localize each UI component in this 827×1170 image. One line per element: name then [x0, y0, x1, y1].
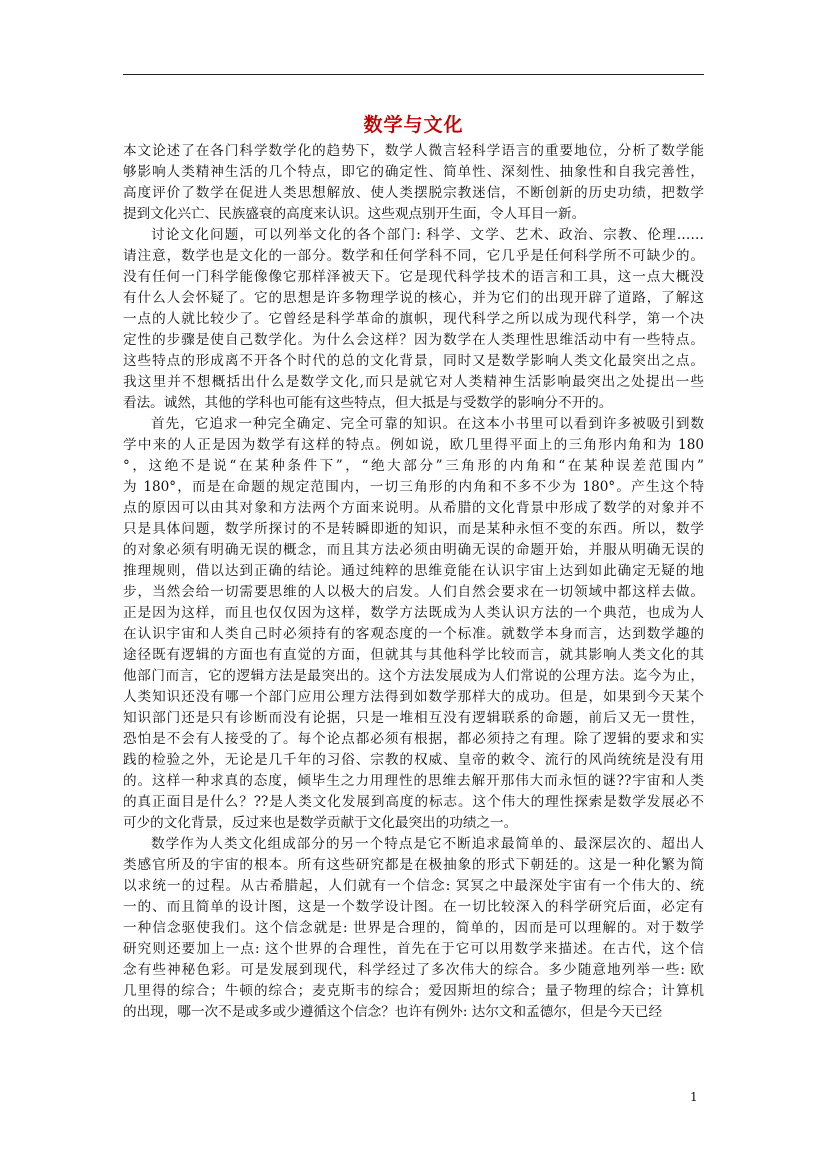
text-line: 讨论文化问题，可以列举文化的各个部门: 科学、文学、艺术、政治、宗教、伦理……	[151, 227, 704, 243]
text-line: 他部门而言，它的逻辑方法是最突出的。这个方法发展成为人们常说的公理方法。迄今为止，	[123, 668, 704, 684]
text-line: 念有些神秘色彩。可是发展到现代，科学经过了多次伟大的综合。多少随意地列举一些: 欧	[123, 962, 704, 978]
text-line: 知识部门还是只有诊断而没有论据，只是一堆相互没有逻辑联系的命题，前后又无一贯性，	[123, 710, 704, 726]
text-line: 只是具体问题，数学所探讨的不是转瞬即逝的知识，而是某种永恒不变的东西。所以，数学	[123, 521, 704, 537]
text-line: °，这绝不是说“在某种条件下”，“绝大部分”三角形的内角和“在某种误差范围内”	[123, 458, 704, 474]
paragraph	[123, 414, 704, 834]
paragraph	[123, 141, 704, 225]
text-line: 推理规则，借以达到正确的结论。通过纯粹的思维竟能在认识宇宙上达到如此确定无疑的地	[123, 563, 704, 579]
page-number: 1	[690, 1090, 698, 1104]
paragraph	[123, 834, 704, 1023]
text-line: 类感官所及的宇宙的根本。所有这些研究都是在极抽象的形式下朝廷的。这是一种化繁为简	[123, 857, 704, 873]
text-line: 的出现，哪一次不是或多或少遵循这个信念？也许有例外: 达尔文和孟德尔，但是今天已经	[123, 1004, 663, 1020]
text-line: 首先，它追求一种完全确定、完全可靠的知识。在这本小书里可以看到许多被吸引到数	[151, 416, 704, 432]
text-line: 点的原因可以由其对象和方法两个方面来说明。从希腊的文化背景中形成了数学的对象并不	[123, 500, 704, 516]
text-line: 恐怕是不会有人接受的了。每个论点都必须有根据，都必须持之有理。除了逻辑的要求和实	[123, 731, 704, 747]
text-line: 高度评价了数学在促进人类思想解放、使人类摆脱宗教迷信，不断创新的历史功绩，把数学	[123, 185, 704, 201]
text-line: 一种信念驱使我们。这个信念就是: 世界是合理的，简单的，因而是可以理解的。对于数学	[123, 920, 704, 936]
text-line: 提到文化兴亡、民族盛衰的高度来认识。这些观点别开生面，令人耳目一新。	[123, 206, 586, 222]
text-line: 为 180°，而是在命题的规定范围内，一切三角形的内角和不多不少为 180°。产生这个特	[123, 479, 704, 495]
text-line: 研究则还要加上一点: 这个世界的合理性，首先在于它可以用数学来描述。在古代，这个信	[123, 941, 704, 957]
text-line: 可少的文化背景，反过来也是数学贡献于文化最突出的功绩之一。	[123, 815, 518, 831]
document-body	[123, 141, 704, 1023]
text-line: 定性的步骤是使自己数学化。为什么会这样？因为数学在人类理性思维活动中有一些特点。	[123, 332, 704, 348]
text-line: 数学作为人类文化组成部分的另一个特点是它不断追求最简单的、最深层次的、超出人	[151, 836, 704, 852]
text-line: 我这里并不想概括出什么是数学文化,而只是就它对人类精神生活影响最突出之处提出一些	[123, 374, 704, 390]
text-line: 的对象必须有明确无误的概念，而且其方法必须由明确无误的命题开始，并服从明确无误的	[123, 542, 704, 558]
text-line: 人类知识还没有哪一个部门应用公理方法得到如数学那样大的成功。但是，如果到今天某个	[123, 689, 704, 705]
text-line: 请注意，数学也是文化的一部分。数学和任何学科不同，它几乎是任何科学所不可缺少的。	[123, 248, 704, 264]
text-line: 够影响人类精神生活的几个特点，即它的确定性、简单性、深刻性、抽象性和自我完善性，	[123, 164, 704, 180]
paragraph	[123, 225, 704, 414]
text-line: 本文论述了在各门科学数学化的趋势下，数学人微言轻科学语言的重要地位，分析了数学能	[123, 143, 704, 159]
header-rule	[123, 74, 704, 75]
text-line: 一点的人就比较少了。它曾经是科学革命的旗帜，现代科学之所以成为现代科学，第一个决	[123, 311, 704, 327]
text-line: 的。这样一种求真的态度，倾毕生之力用理性的思维去解开那伟大而永恒的谜??宇宙和人类	[123, 773, 704, 789]
text-line: 以求统一的过程。从古希腊起，人们就有一个信念: 冥冥之中最深处宇宙有一个伟大的、统	[123, 878, 704, 894]
text-line: 践的检验之外，无论是几千年的习俗、宗教的权威、皇帝的敕令、流行的风尚统统是没有用	[123, 752, 704, 768]
text-line: 没有任何一门科学能像像它那样泽被天下。它是现代科学技术的语言和工具，这一点大概没	[123, 269, 704, 285]
text-line: 步，当然会给一切需要思维的人以极大的启发。人们自然会要求在一切领域中都这样去做。	[123, 584, 704, 600]
text-line: 一的、而且简单的设计图，这是一个数学设计图。在一切比较深入的科学研究后面，必定有	[123, 899, 704, 915]
document-title: 数学与文化	[363, 114, 464, 136]
text-line: 的真正面目是什么？??是人类文化发展到高度的标志。这个伟大的理性探索是数学发展必不	[123, 794, 704, 810]
text-line: 几里得的综合；牛顿的综合；麦克斯韦的综合；爱因斯坦的综合；量子物理的综合；计算机	[123, 983, 704, 999]
text-line: 在认识宇宙和人类自己时必须持有的客观态度的一个标准。就数学本身而言，达到数学趣的	[123, 626, 704, 642]
text-line: 途径既有逻辑的方面也有直觉的方面，但就其与其他科学比较而言，就其影响人类文化的其	[123, 647, 704, 663]
text-line: 这些特点的形成离不开各个时代的总的文化背景，同时又是数学影响人类文化最突出之点。	[123, 353, 704, 369]
text-line: 正是因为这样，而且也仅仅因为这样，数学方法既成为人类认识方法的一个典范，也成为人	[123, 605, 704, 621]
text-line: 有什么人会怀疑了。它的思想是许多物理学说的核心，并为它们的出现开辟了道路，了解这	[123, 290, 704, 306]
text-line: 学中来的人正是因为数学有这样的特点。例如说，欧几里得平面上的三角形内角和为 180	[123, 437, 704, 453]
text-line: 看法。诚然，其他的学科也可能有这些特点，但大抵是与受数学的影响分不开的。	[123, 395, 613, 411]
